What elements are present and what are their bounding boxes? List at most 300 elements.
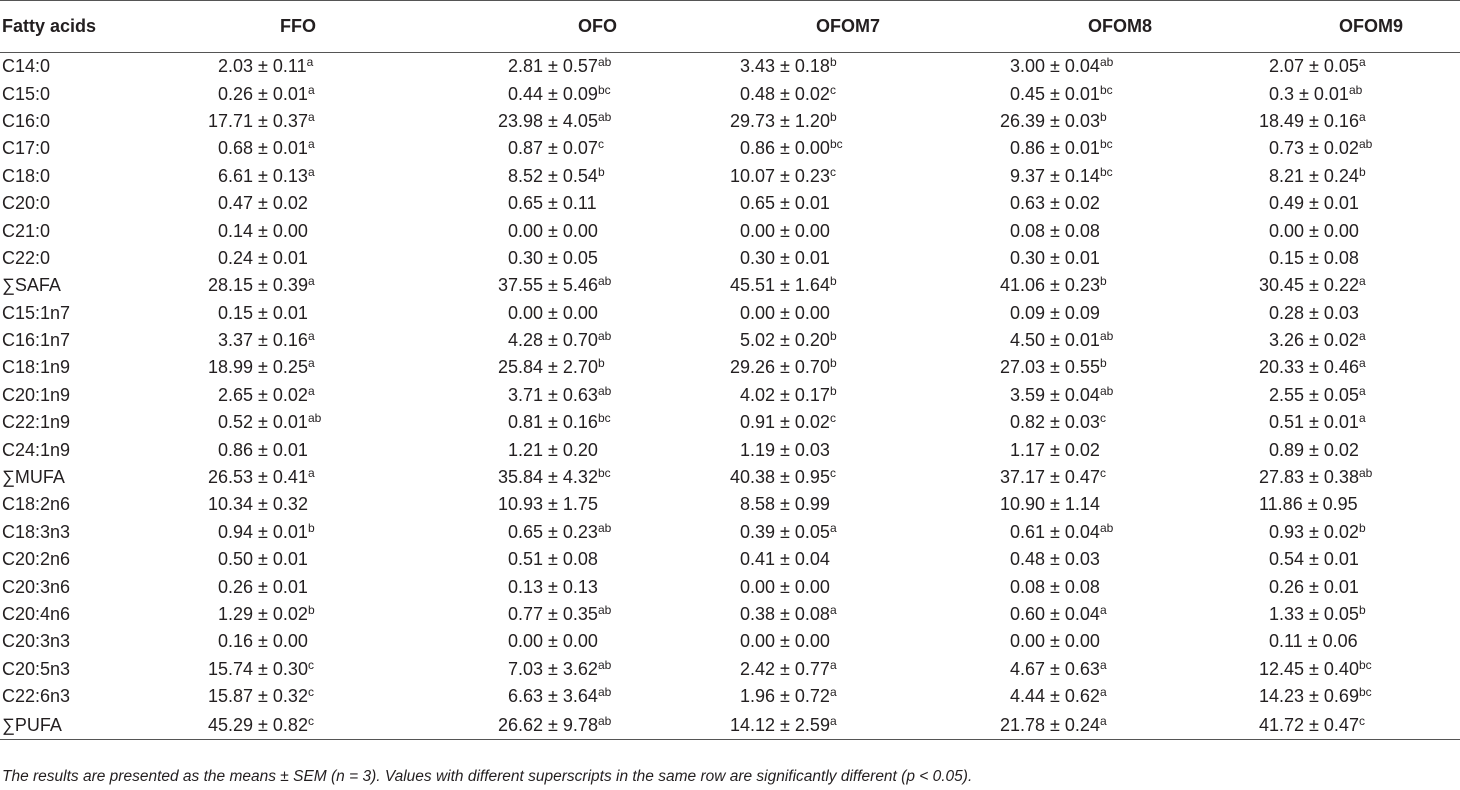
row-label: ∑SAFA (2, 275, 61, 296)
value-cell: 7.03 ± 3.62$^{ab}$ (508, 657, 612, 679)
table-row (0, 655, 1460, 682)
value-cell: 0.93 ± 0.02$^b$ (1269, 520, 1366, 542)
row-label: C20:3n6 (2, 576, 71, 597)
header-ffo: FFO (280, 16, 316, 36)
value-cell (940, 491, 1208, 518)
value-cell (384, 244, 667, 271)
value-cell (172, 217, 384, 244)
mean-sem-value: 1.19 ± 0.03 (740, 439, 830, 460)
value-cell: 20.33 ± 0.46$^a$ (1259, 356, 1366, 378)
row-label: C24:1n9 (2, 439, 71, 460)
value-cell: 0.39 ± 0.05$^a$ (740, 520, 837, 542)
mean-sem-value: 7.03 ± 3.62 (508, 658, 598, 679)
header-ofo: OFO (578, 16, 617, 36)
value-cell (1208, 573, 1460, 600)
mean-sem-value: 17.71 ± 0.37 (208, 110, 308, 131)
mean-sem-value: 0.26 ± 0.01 (218, 83, 308, 104)
value-cell: 0.51 ± 0.01$^a$ (1269, 411, 1366, 433)
value-cell: 2.03 ± 0.11$^a$ (218, 55, 314, 77)
mean-sem-value: 3.59 ± 0.04 (1010, 384, 1100, 405)
value-cell: 5.02 ± 0.20$^b$ (740, 329, 837, 351)
value-cell: 29.26 ± 0.70$^b$ (730, 356, 837, 378)
value-cell: 41.06 ± 0.23$^b$ (1000, 274, 1107, 296)
value-cell: 23.98 ± 4.05$^{ab}$ (498, 109, 612, 131)
table-row (0, 299, 1460, 326)
value-cell: 3.71 ± 0.63$^{ab}$ (508, 383, 612, 405)
row-label: C15:0 (2, 83, 51, 104)
mean-sem-value: 8.21 ± 0.24 (1269, 165, 1359, 186)
table-row (0, 463, 1460, 490)
mean-sem-value: 29.73 ± 1.20 (730, 110, 830, 131)
mean-sem-value: 25.84 ± 2.70 (498, 357, 598, 378)
value-cell: 37.55 ± 5.46$^{ab}$ (498, 274, 612, 296)
mean-sem-value: 0.68 ± 0.01 (218, 138, 308, 159)
mean-sem-value: 28.15 ± 0.39 (208, 275, 308, 296)
value-cell (940, 217, 1208, 244)
header-ofom8: OFOM8 (1088, 16, 1153, 36)
value-cell: 6.63 ± 3.64$^{ab}$ (508, 685, 612, 707)
mean-sem-value: 3.43 ± 0.18 (740, 56, 830, 77)
mean-sem-value: 3.00 ± 0.04 (1010, 56, 1100, 77)
mean-sem-value: 2.55 ± 0.05 (1269, 384, 1359, 405)
mean-sem-value: 0.30 ± 0.01 (1010, 247, 1100, 268)
table-row (0, 600, 1460, 627)
mean-sem-value: 15.87 ± 0.32 (208, 686, 308, 707)
row-label: C21:0 (2, 220, 51, 241)
header-ofom7: OFOM7 (816, 16, 881, 36)
value-cell: 1.29 ± 0.02$^b$ (218, 603, 315, 624)
value-cell: 4.67 ± 0.63$^a$ (1010, 657, 1107, 679)
value-cell (1208, 299, 1460, 326)
row-label: ∑MUFA (2, 467, 65, 488)
mean-sem-value: 20.33 ± 0.46 (1259, 357, 1359, 378)
value-cell (384, 573, 667, 600)
mean-sem-value: 0.26 ± 0.01 (218, 576, 308, 597)
row-label: C20:0 (2, 193, 51, 214)
table-row (0, 217, 1460, 244)
mean-sem-value: 0.15 ± 0.08 (1269, 247, 1359, 268)
value-cell: 15.87 ± 0.32$^c$ (208, 685, 314, 707)
value-cell: 21.78 ± 0.24$^a$ (1000, 713, 1107, 735)
table-row (0, 573, 1460, 600)
mean-sem-value: 0.52 ± 0.01 (218, 412, 308, 433)
value-cell: 9.37 ± 0.14$^{bc}$ (1010, 164, 1113, 186)
value-cell: 0.65 ± 0.23$^{ab}$ (508, 520, 612, 542)
value-cell (172, 436, 384, 463)
mean-sem-value: 0.08 ± 0.08 (1010, 576, 1100, 597)
mean-sem-value: 37.55 ± 5.46 (498, 275, 598, 296)
value-cell: 26.62 ± 9.78$^{ab}$ (498, 713, 612, 735)
mean-sem-value: 0.13 ± 0.13 (508, 576, 598, 597)
value-cell: 3.26 ± 0.02$^a$ (1269, 329, 1366, 351)
mean-sem-value: 1.17 ± 0.02 (1010, 439, 1100, 460)
value-cell: 0.44 ± 0.09$^{bc}$ (508, 82, 611, 104)
value-cell: 27.83 ± 0.38$^{ab}$ (1259, 466, 1373, 488)
value-cell (1208, 436, 1460, 463)
value-cell (667, 628, 940, 655)
mean-sem-value: 0.09 ± 0.09 (1010, 302, 1100, 323)
value-cell: 0.3 ± 0.01$^{ab}$ (1269, 82, 1363, 104)
row-label: C18:1n9 (2, 357, 71, 378)
mean-sem-value: 35.84 ± 4.32 (498, 467, 598, 488)
mean-sem-value: 14.12 ± 2.59 (730, 714, 830, 735)
value-cell: 17.71 ± 0.37$^a$ (208, 109, 315, 131)
mean-sem-value: 14.23 ± 0.69 (1259, 686, 1359, 707)
header-fatty-acids: Fatty acids (2, 16, 97, 36)
value-cell (667, 491, 940, 518)
mean-sem-value: 0.44 ± 0.09 (508, 83, 598, 104)
mean-sem-value: 0.24 ± 0.01 (218, 247, 308, 268)
row-label: C18:2n6 (2, 494, 71, 515)
value-cell (667, 217, 940, 244)
mean-sem-value: 4.02 ± 0.17 (740, 384, 830, 405)
value-cell: 2.81 ± 0.57$^{ab}$ (508, 55, 612, 77)
mean-sem-value: 4.44 ± 0.62 (1010, 686, 1100, 707)
mean-sem-value: 0.41 ± 0.04 (740, 549, 830, 570)
row-label: C20:4n6 (2, 604, 71, 624)
value-cell: 10.07 ± 0.23$^c$ (730, 164, 836, 186)
value-cell: 45.51 ± 1.64$^b$ (730, 274, 837, 296)
mean-sem-value: 0.49 ± 0.01 (1269, 193, 1359, 214)
mean-sem-value: 0.50 ± 0.01 (218, 549, 308, 570)
row-label: C22:1n9 (2, 412, 71, 433)
row-label: ∑PUFA (2, 714, 62, 735)
value-cell: 2.65 ± 0.02$^a$ (218, 383, 315, 405)
mean-sem-value: 0.00 ± 0.00 (1010, 631, 1100, 652)
mean-sem-value: 0.61 ± 0.04 (1010, 521, 1100, 542)
mean-sem-value: 2.42 ± 0.77 (740, 658, 830, 679)
mean-sem-value: 0.00 ± 0.00 (508, 220, 598, 241)
value-cell: 1.33 ± 0.05$^b$ (1269, 603, 1366, 624)
mean-sem-value: 0.15 ± 0.01 (218, 302, 308, 323)
value-cell (172, 189, 384, 216)
mean-sem-value: 0.48 ± 0.02 (740, 83, 830, 104)
value-cell: 12.45 ± 0.40$^{bc}$ (1259, 657, 1372, 679)
value-cell: 14.23 ± 0.69$^{bc}$ (1259, 685, 1372, 707)
value-cell (667, 299, 940, 326)
value-cell (384, 628, 667, 655)
value-cell (384, 189, 667, 216)
mean-sem-value: 1.96 ± 0.72 (740, 686, 830, 707)
table-row (0, 135, 1460, 162)
value-cell: 2.42 ± 0.77$^a$ (740, 657, 837, 679)
mean-sem-value: 11.86 ± 0.95 (1259, 494, 1358, 515)
value-cell: 4.50 ± 0.01$^{ab}$ (1010, 329, 1114, 351)
mean-sem-value: 29.26 ± 0.70 (730, 357, 830, 378)
value-cell: 1.96 ± 0.72$^a$ (740, 685, 837, 707)
value-cell (940, 244, 1208, 271)
value-cell: 40.38 ± 0.95$^c$ (730, 466, 836, 488)
table-footnote: The results are presented as the means ± SEM (n = 3). Values with different superscripts in the same row are significantly different (p < 0.05). (2, 768, 973, 785)
value-cell (384, 299, 667, 326)
value-cell (940, 299, 1208, 326)
value-cell (172, 573, 384, 600)
mean-sem-value: 45.51 ± 1.64 (730, 275, 830, 296)
mean-sem-value: 8.58 ± 0.99 (740, 494, 830, 515)
value-cell (1208, 189, 1460, 216)
mean-sem-value: 6.61 ± 0.13 (218, 165, 308, 186)
mean-sem-value: 0.51 ± 0.01 (1269, 412, 1359, 433)
mean-sem-value: 0.39 ± 0.05 (740, 521, 830, 542)
table-row (0, 546, 1460, 573)
value-cell (384, 546, 667, 573)
value-cell: 6.61 ± 0.13$^a$ (218, 164, 315, 186)
mean-sem-value: 0.87 ± 0.07 (508, 138, 598, 159)
value-cell (667, 189, 940, 216)
row-label: C18:0 (2, 165, 51, 186)
value-cell (667, 436, 940, 463)
mean-sem-value: 10.90 ± 1.14 (1000, 494, 1100, 515)
value-cell: 8.52 ± 0.54$^b$ (508, 164, 605, 186)
value-cell (940, 628, 1208, 655)
row-label: C18:3n3 (2, 521, 71, 542)
mean-sem-value: 0.11 ± 0.06 (1269, 631, 1358, 652)
mean-sem-value: 0.00 ± 0.00 (1269, 220, 1359, 241)
header-ofom9: OFOM9 (1339, 16, 1404, 36)
mean-sem-value: 0.94 ± 0.01 (218, 521, 308, 542)
value-cell: 30.45 ± 0.22$^a$ (1259, 274, 1366, 296)
value-cell: 26.53 ± 0.41$^a$ (208, 466, 315, 488)
value-cell: 18.49 ± 0.16$^a$ (1259, 109, 1366, 131)
value-cell: 4.02 ± 0.17$^b$ (740, 383, 837, 405)
mean-sem-value: 40.38 ± 0.95 (730, 467, 830, 488)
mean-sem-value: 5.02 ± 0.20 (740, 330, 830, 351)
value-cell: 0.61 ± 0.04$^{ab}$ (1010, 520, 1114, 542)
table-row (0, 354, 1460, 381)
mean-sem-value: 0.86 ± 0.00 (740, 138, 830, 159)
value-cell (1208, 217, 1460, 244)
mean-sem-value: 0.93 ± 0.02 (1269, 521, 1359, 542)
value-cell (172, 628, 384, 655)
value-cell: 0.94 ± 0.01$^b$ (218, 520, 315, 542)
mean-sem-value: 9.37 ± 0.14 (1010, 165, 1100, 186)
mean-sem-value: 0.00 ± 0.00 (508, 302, 598, 323)
value-cell: 0.68 ± 0.01$^a$ (218, 137, 315, 159)
table-row (0, 326, 1460, 353)
row-label: C22:6n3 (2, 686, 71, 707)
mean-sem-value: 0.86 ± 0.01 (218, 439, 308, 460)
mean-sem-value: 0.30 ± 0.05 (508, 247, 598, 268)
value-cell: 37.17 ± 0.47$^c$ (1000, 466, 1106, 488)
table-row (0, 53, 1460, 80)
value-cell (172, 546, 384, 573)
table-body (0, 53, 1460, 740)
mean-sem-value: 41.06 ± 0.23 (1000, 275, 1100, 296)
mean-sem-value: 26.53 ± 0.41 (208, 467, 308, 488)
value-cell: 0.45 ± 0.01$^{bc}$ (1010, 82, 1113, 104)
value-cell: 0.26 ± 0.01$^a$ (218, 82, 315, 104)
table-row (0, 436, 1460, 463)
value-cell (384, 217, 667, 244)
mean-sem-value: 0.00 ± 0.00 (740, 220, 830, 241)
mean-sem-value: 0.63 ± 0.02 (1010, 193, 1100, 214)
mean-sem-value: 26.62 ± 9.78 (498, 714, 598, 735)
mean-sem-value: 0.60 ± 0.04 (1010, 604, 1100, 624)
mean-sem-value: 2.65 ± 0.02 (218, 384, 308, 405)
table-row (0, 272, 1460, 299)
header-row (0, 1, 1460, 53)
value-cell: 0.48 ± 0.02$^c$ (740, 82, 836, 104)
mean-sem-value: 4.67 ± 0.63 (1010, 658, 1100, 679)
value-cell (384, 436, 667, 463)
mean-sem-value: 10.34 ± 0.32 (208, 494, 308, 515)
mean-sem-value: 0.77 ± 0.35 (508, 604, 598, 624)
value-cell: 2.07 ± 0.05$^a$ (1269, 55, 1366, 77)
table-row (0, 162, 1460, 189)
mean-sem-value: 3.26 ± 0.02 (1269, 330, 1359, 351)
mean-sem-value: 0.14 ± 0.00 (218, 220, 308, 241)
row-label: C14:0 (2, 56, 51, 77)
mean-sem-value: 0.00 ± 0.00 (508, 631, 598, 652)
row-label: C16:0 (2, 110, 51, 131)
mean-sem-value: 12.45 ± 0.40 (1259, 658, 1359, 679)
table-header (0, 1, 1460, 53)
value-cell: 4.44 ± 0.62$^a$ (1010, 685, 1107, 707)
value-cell (1208, 628, 1460, 655)
table-row (0, 107, 1460, 134)
row-label: C17:0 (2, 138, 51, 159)
value-cell: 25.84 ± 2.70$^b$ (498, 356, 605, 378)
row-label: C16:1n7 (2, 330, 71, 351)
value-cell (667, 546, 940, 573)
mean-sem-value: 41.72 ± 0.47 (1259, 714, 1359, 735)
mean-sem-value: 6.63 ± 3.64 (508, 686, 598, 707)
mean-sem-value: 10.07 ± 0.23 (730, 165, 830, 186)
mean-sem-value: 0.86 ± 0.01 (1010, 138, 1100, 159)
table-row (0, 80, 1460, 107)
mean-sem-value: 30.45 ± 0.22 (1259, 275, 1359, 296)
value-cell: 45.29 ± 0.82$^c$ (208, 713, 314, 735)
value-cell: 41.72 ± 0.47$^c$ (1259, 713, 1365, 735)
mean-sem-value: 0.00 ± 0.00 (740, 302, 830, 323)
mean-sem-value: 21.78 ± 0.24 (1000, 714, 1100, 735)
value-cell (667, 244, 940, 271)
value-cell (940, 189, 1208, 216)
value-cell: 3.59 ± 0.04$^{ab}$ (1010, 383, 1114, 405)
value-cell (384, 491, 667, 518)
value-cell: 3.37 ± 0.16$^a$ (218, 329, 315, 351)
value-cell: 8.21 ± 0.24$^b$ (1269, 164, 1366, 186)
mean-sem-value: 0.65 ± 0.11 (508, 193, 597, 214)
table-row (0, 710, 1460, 740)
value-cell: 29.73 ± 1.20$^b$ (730, 109, 837, 131)
value-cell (1208, 546, 1460, 573)
mean-sem-value: 2.81 ± 0.57 (508, 56, 598, 77)
value-cell (940, 436, 1208, 463)
table-row (0, 491, 1460, 518)
value-cell: 35.84 ± 4.32$^{bc}$ (498, 466, 611, 488)
mean-sem-value: 0.00 ± 0.00 (740, 631, 830, 652)
value-cell (940, 546, 1208, 573)
row-label: C20:2n6 (2, 549, 71, 570)
value-cell: 18.99 ± 0.25$^a$ (208, 356, 315, 378)
value-cell: 2.55 ± 0.05$^a$ (1269, 383, 1366, 405)
value-cell: 4.28 ± 0.70$^{ab}$ (508, 329, 612, 351)
mean-sem-value: 0.38 ± 0.08 (740, 604, 830, 624)
row-label: C20:1n9 (2, 384, 71, 405)
value-cell: 27.03 ± 0.55$^b$ (1000, 356, 1107, 378)
mean-sem-value: 0.28 ± 0.03 (1269, 302, 1359, 323)
value-cell: 3.00 ± 0.04$^{ab}$ (1010, 55, 1114, 77)
mean-sem-value: 3.71 ± 0.63 (508, 384, 598, 405)
value-cell: 0.60 ± 0.04$^a$ (1010, 603, 1107, 624)
value-cell (1208, 491, 1460, 518)
value-cell: 0.86 ± 0.00$^{bc}$ (740, 137, 843, 159)
mean-sem-value: 3.37 ± 0.16 (218, 330, 308, 351)
mean-sem-value: 0.89 ± 0.02 (1269, 439, 1359, 460)
value-cell (172, 299, 384, 326)
value-cell: 0.81 ± 0.16$^{bc}$ (508, 411, 611, 433)
mean-sem-value: 0.26 ± 0.01 (1269, 576, 1359, 597)
mean-sem-value: 27.83 ± 0.38 (1259, 467, 1359, 488)
mean-sem-value: 0.08 ± 0.08 (1010, 220, 1100, 241)
table-row (0, 409, 1460, 436)
mean-sem-value: 0.00 ± 0.00 (740, 576, 830, 597)
value-cell: 15.74 ± 0.30$^c$ (208, 657, 314, 679)
mean-sem-value: 0.45 ± 0.01 (1010, 83, 1100, 104)
mean-sem-value: 0.3 ± 0.01 (1269, 83, 1349, 104)
mean-sem-value: 0.81 ± 0.16 (508, 412, 598, 433)
table-row (0, 189, 1460, 216)
mean-sem-value: 4.50 ± 0.01 (1010, 330, 1100, 351)
mean-sem-value: 18.99 ± 0.25 (208, 357, 308, 378)
mean-sem-value: 37.17 ± 0.47 (1000, 467, 1100, 488)
value-cell (1208, 244, 1460, 271)
mean-sem-value: 1.21 ± 0.20 (508, 439, 598, 460)
mean-sem-value: 0.48 ± 0.03 (1010, 549, 1100, 570)
mean-sem-value: 1.29 ± 0.02 (218, 604, 308, 624)
value-cell: 0.52 ± 0.01$^{ab}$ (218, 411, 322, 433)
value-cell: 3.43 ± 0.18$^b$ (740, 55, 837, 77)
mean-sem-value: 0.65 ± 0.23 (508, 521, 598, 542)
value-cell: 0.73 ± 0.02$^{ab}$ (1269, 137, 1373, 159)
mean-sem-value: 18.49 ± 0.16 (1259, 110, 1359, 131)
mean-sem-value: 27.03 ± 0.55 (1000, 357, 1100, 378)
table-row (0, 628, 1460, 655)
value-cell: 0.91 ± 0.02$^c$ (740, 411, 836, 433)
value-cell: 0.86 ± 0.01$^{bc}$ (1010, 137, 1113, 159)
mean-sem-value: 0.91 ± 0.02 (740, 412, 830, 433)
mean-sem-value: 23.98 ± 4.05 (498, 110, 598, 131)
value-cell: 0.87 ± 0.07$^c$ (508, 137, 604, 159)
mean-sem-value: 2.07 ± 0.05 (1269, 56, 1359, 77)
table-row (0, 244, 1460, 271)
mean-sem-value: 0.82 ± 0.03 (1010, 412, 1100, 433)
row-label: C15:1n7 (2, 302, 71, 323)
value-cell: 14.12 ± 2.59$^a$ (730, 713, 837, 735)
value-cell (940, 573, 1208, 600)
mean-sem-value: 45.29 ± 0.82 (208, 714, 308, 735)
mean-sem-value: 15.74 ± 0.30 (208, 658, 308, 679)
mean-sem-value: 0.16 ± 0.00 (218, 631, 308, 652)
mean-sem-value: 0.51 ± 0.08 (508, 549, 598, 570)
mean-sem-value: 0.30 ± 0.01 (740, 247, 830, 268)
table-row (0, 518, 1460, 545)
mean-sem-value: 0.73 ± 0.02 (1269, 138, 1359, 159)
mean-sem-value: 0.47 ± 0.02 (218, 193, 308, 214)
value-cell: 0.38 ± 0.08$^a$ (740, 603, 837, 624)
row-label: C22:0 (2, 247, 51, 268)
row-label: C20:3n3 (2, 631, 71, 652)
table-row (0, 682, 1460, 709)
value-cell: 0.82 ± 0.03$^c$ (1010, 411, 1106, 433)
mean-sem-value: 4.28 ± 0.70 (508, 330, 598, 351)
value-cell: 28.15 ± 0.39$^a$ (208, 274, 315, 296)
value-cell: 0.77 ± 0.35$^{ab}$ (508, 603, 612, 624)
value-cell: 26.39 ± 0.03$^b$ (1000, 109, 1107, 131)
value-cell (172, 244, 384, 271)
mean-sem-value: 0.54 ± 0.01 (1269, 549, 1359, 570)
